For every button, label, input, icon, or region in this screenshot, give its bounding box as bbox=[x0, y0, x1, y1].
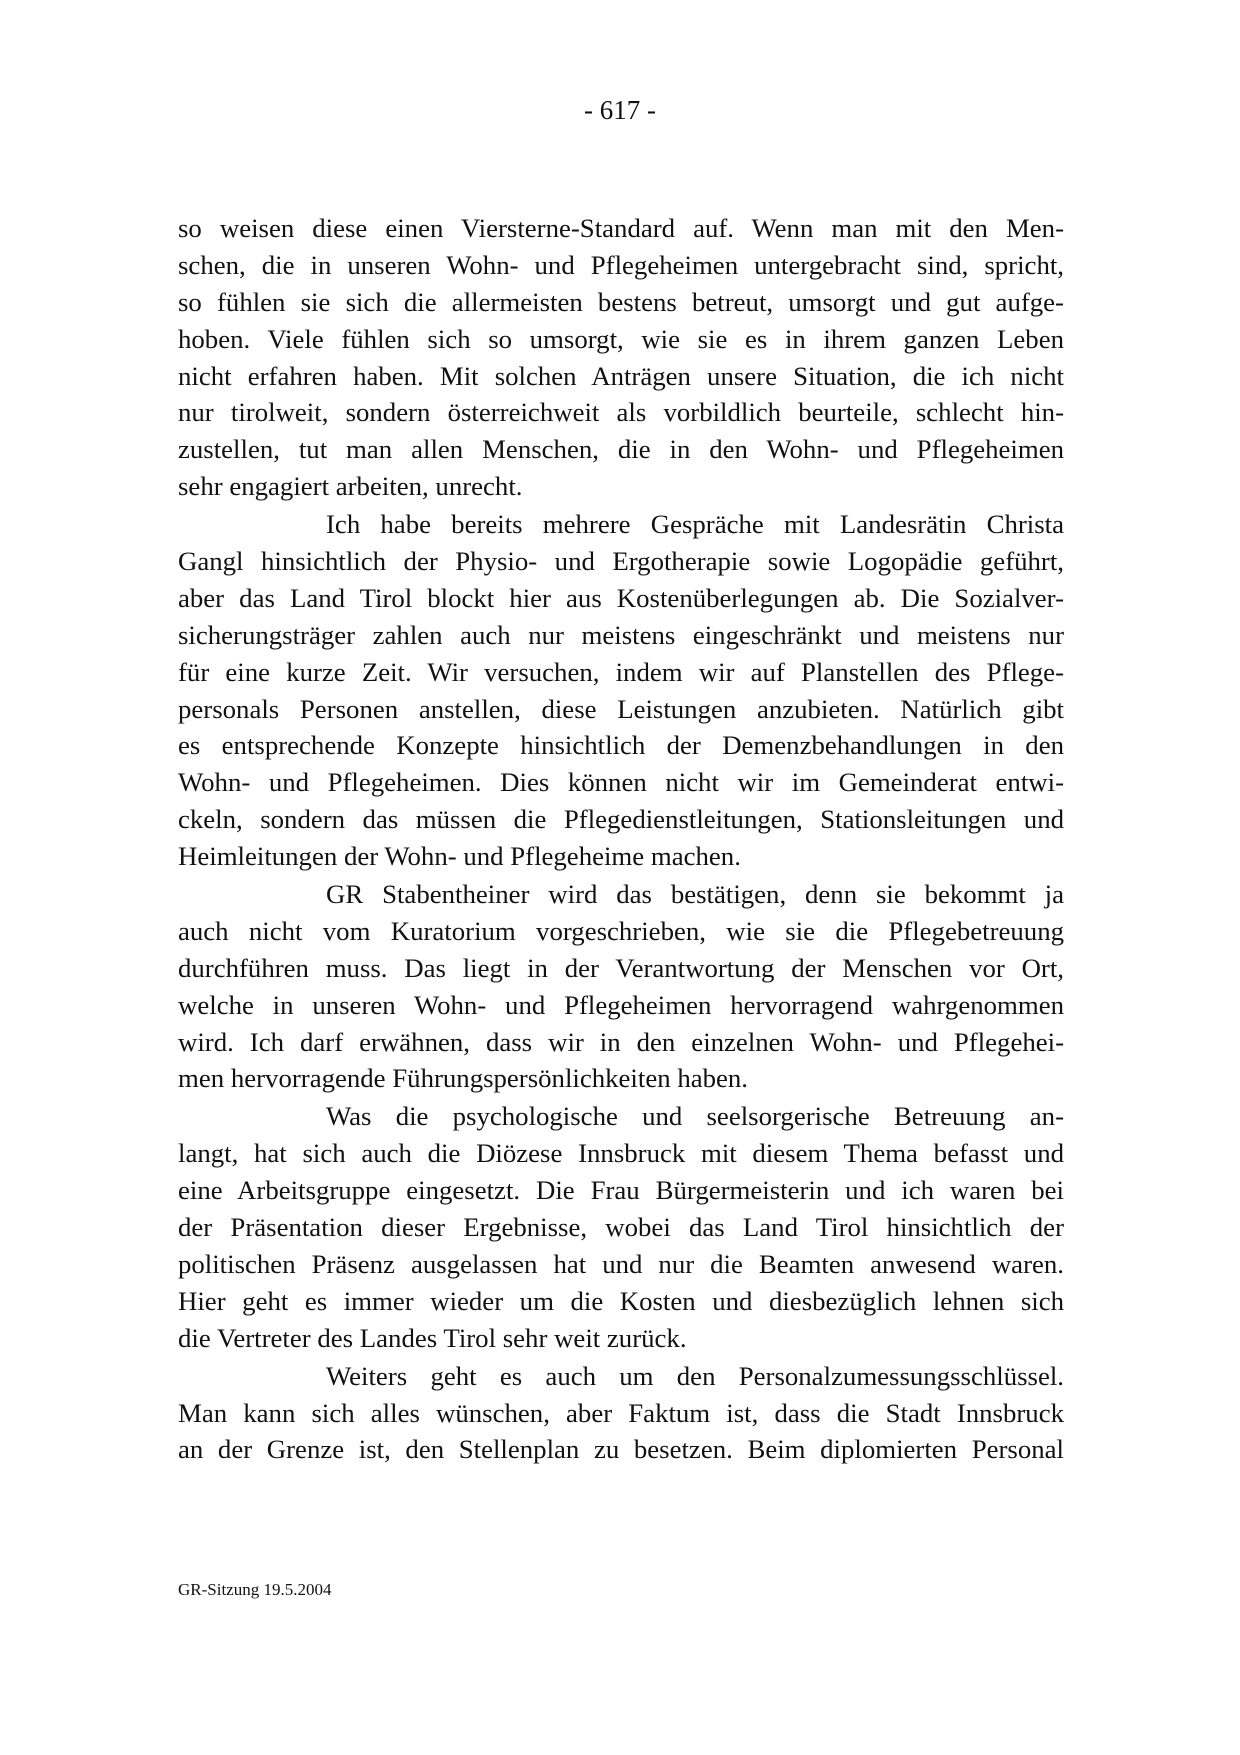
text-line: Gangl hinsichtlich der Physio- und Ergotherapie sowie Logopädie geführt, bbox=[178, 546, 1064, 577]
text-line: politischen Präsenz ausgelassen hat und nur die Beamten anwesend waren. bbox=[178, 1248, 1064, 1279]
paragraph bbox=[178, 210, 1064, 505]
text-line: personals Personen anstellen, diese Leistungen anzubieten. Natürlich gibt bbox=[178, 693, 1064, 724]
paragraph bbox=[178, 876, 1064, 1097]
document-body bbox=[178, 210, 1064, 1468]
text-line: ckeln, sondern das müssen die Pflegedienstleitungen, Stationsleitungen und bbox=[178, 804, 1064, 835]
page-number: - 617 - bbox=[584, 95, 656, 125]
text-line: so weisen diese einen Viersterne-Standard auf. Wenn man mit den Men- bbox=[178, 213, 1064, 243]
text-line: es entsprechende Konzepte hinsichtlich der Demenzbehandlungen in den bbox=[178, 730, 1064, 761]
text-line: die Vertreter des Landes Tirol sehr weit zurück. bbox=[178, 1322, 687, 1353]
text-line: für eine kurze Zeit. Wir versuchen, indem wir auf Planstellen des Pflege- bbox=[178, 656, 1064, 687]
text-line: GR Stabentheiner wird das bestätigen, denn sie bekommt ja bbox=[326, 879, 1064, 910]
text-line: schen, die in unseren Wohn- und Pflegeheimen untergebracht sind, spricht, bbox=[178, 249, 1064, 280]
text-line: Man kann sich alles wünschen, aber Faktum ist, dass die Stadt Innsbruck bbox=[178, 1397, 1064, 1428]
text-line: der Präsentation dieser Ergebnisse, wobei das Land Tirol hinsichtlich der bbox=[178, 1212, 1064, 1243]
text-line: Heimleitungen der Wohn- und Pflegeheime machen. bbox=[178, 841, 741, 872]
paragraph bbox=[178, 1098, 1064, 1356]
paragraph bbox=[178, 506, 1064, 875]
text-line: Weiters geht es auch um den Personalzumessungsschlüssel. bbox=[326, 1360, 1064, 1391]
text-line: durchführen muss. Das liegt in der Verantwortung der Menschen vor Ort, bbox=[178, 952, 1064, 983]
text-line: zustellen, tut man allen Menschen, die in den Wohn- und Pflegeheimen bbox=[178, 434, 1064, 465]
text-line: nur tirolweit, sondern österreichweit als vorbildlich beurteile, schlecht hin- bbox=[178, 397, 1064, 428]
text-line: sicherungsträger zahlen auch nur meistens eingeschränkt und meistens nur bbox=[178, 619, 1064, 650]
text-line: eine Arbeitsgruppe eingesetzt. Die Frau Bürgermeisterin und ich waren bei bbox=[178, 1175, 1064, 1206]
paragraph bbox=[178, 1358, 1064, 1469]
text-line: nicht erfahren haben. Mit solchen Anträgen unsere Situation, die ich nicht bbox=[178, 360, 1064, 391]
text-line: an der Grenze ist, den Stellenplan zu besetzen. Beim diplomierten Personal bbox=[178, 1434, 1064, 1465]
text-line: Ich habe bereits mehrere Gespräche mit Landesrätin Christa bbox=[326, 509, 1064, 540]
text-line: Was die psychologische und seelsorgerische Betreuung an- bbox=[326, 1101, 1064, 1132]
text-line: langt, hat sich auch die Diözese Innsbruck mit diesem Thema befasst und bbox=[178, 1138, 1064, 1169]
text-line: Wohn- und Pflegeheimen. Dies können nicht wir im Gemeinderat entwi- bbox=[178, 767, 1064, 798]
text-line: sehr engagiert arbeiten, unrecht. bbox=[178, 471, 523, 502]
text-line: men hervorragende Führungspersönlichkeiten haben. bbox=[178, 1063, 748, 1094]
text-line: so fühlen sie sich die allermeisten bestens betreut, umsorgt und gut aufge- bbox=[178, 286, 1064, 317]
text-line: Hier geht es immer wieder um die Kosten und diesbezüglich lehnen sich bbox=[178, 1285, 1064, 1316]
text-line: aber das Land Tirol blockt hier aus Kostenüberlegungen ab. Die Sozialver- bbox=[178, 582, 1064, 613]
text-line: welche in unseren Wohn- und Pflegeheimen hervorragend wahrgenommen bbox=[178, 989, 1064, 1020]
text-line: auch nicht vom Kuratorium vorgeschrieben, wie sie die Pflegebetreuung bbox=[178, 915, 1064, 946]
text-line: hoben. Viele fühlen sich so umsorgt, wie sie es in ihrem ganzen Leben bbox=[178, 323, 1064, 354]
text-line: wird. Ich darf erwähnen, dass wir in den einzelnen Wohn- und Pflegehei- bbox=[178, 1026, 1064, 1057]
footer-session-date: GR-Sitzung 19.5.2004 bbox=[178, 1580, 332, 1599]
